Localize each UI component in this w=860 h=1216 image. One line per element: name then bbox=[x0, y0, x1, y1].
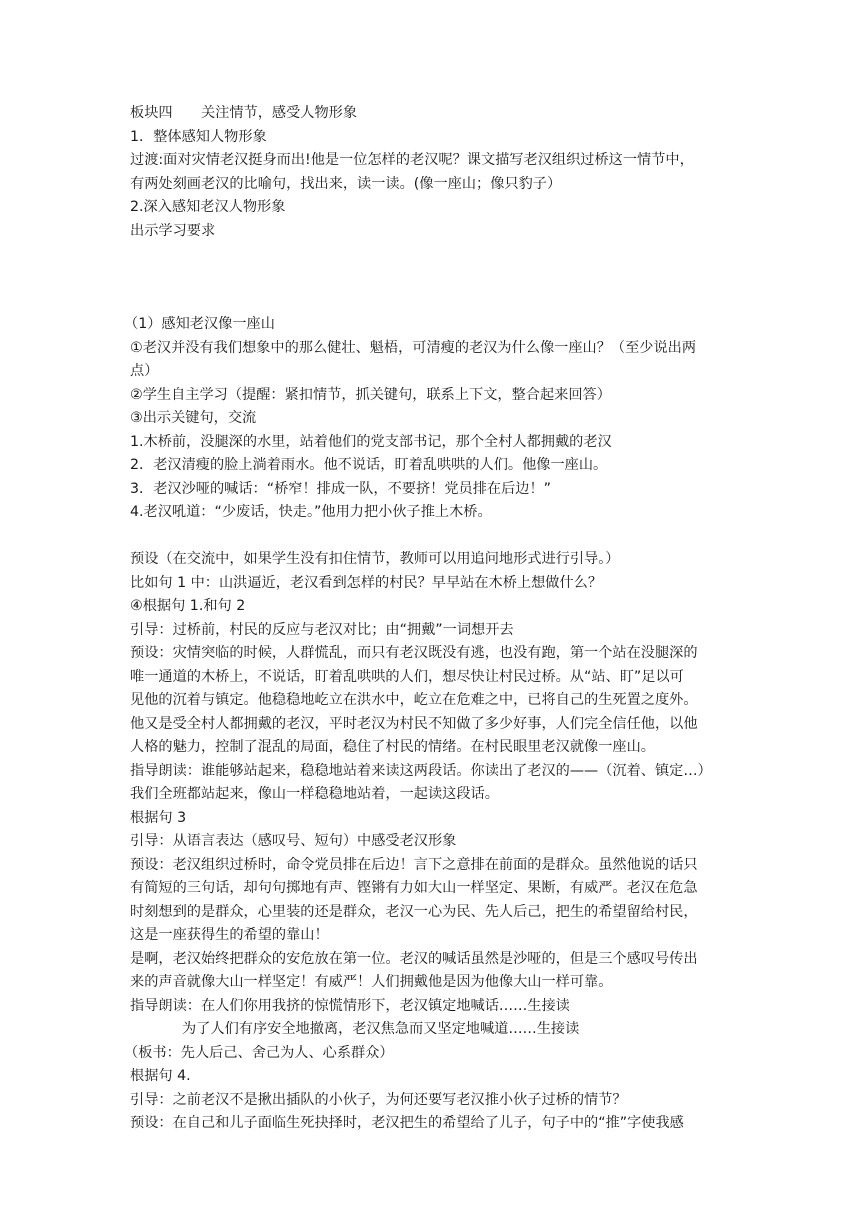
blank-space bbox=[130, 243, 736, 313]
text-line: 引导：过桥前，村民的反应与老汉对比；由“拥戴”一词想开去 bbox=[130, 621, 514, 638]
text-line: 指导朗读：谁能够站起来，稳稳地站着来读这两段话。你读出了老汉的——（沉着、镇定…） bbox=[130, 762, 712, 779]
text-line: 过渡:面对灾情老汉挺身而出!他是一位怎样的老汉呢？课文描写老汉组织过桥这一情节中， bbox=[130, 152, 694, 168]
text-line: 根据句 4. bbox=[130, 1068, 191, 1084]
text-line: 时刻想到的是群众，心里装的还是群众，老汉一心为民、先人后己，把生的希望留给村民， bbox=[130, 903, 698, 920]
subheading-2: 2.深入感知老汉人物形象 bbox=[130, 199, 286, 215]
text-line: ①老汉并没有我们想象中的那么健壮、魁梧，可清瘦的老汉为什么像一座山？（至少说出两 bbox=[130, 339, 697, 356]
text-line: 唯一通道的木桥上，不说话，盯着乱哄哄的人们，想尽快让村民过桥。从“站、盯”足以可 bbox=[130, 668, 684, 685]
blackboard-note: （板书：先人后己、舍己为人、心系群众） bbox=[124, 1044, 394, 1061]
text-line: 比如句 1 中：山洪逼近，老汉看到怎样的村民？早早站在木桥上想做什么？ bbox=[130, 574, 603, 591]
blank-space bbox=[130, 525, 736, 549]
text-line: 人格的魅力，控制了混乱的局面，稳住了村民的情绪。在村民眼里老汉就像一座山。 bbox=[130, 739, 655, 755]
text-line: 有两处刻画老汉的比喻句，找出来，读一读。(像一座山；像只豹子） bbox=[130, 175, 562, 192]
text-line: 点） bbox=[130, 363, 159, 379]
text-line-indented: 为了人们有序安全地撤离，老汉焦急而又坚定地喊道……生接读 bbox=[182, 1021, 580, 1037]
key-sentence-1: 1.木桥前，没腿深的水里，站着他们的党支部书记，那个全村人都拥戴的老汉 bbox=[130, 433, 612, 450]
text-line: 我们全班都站起来，像山一样稳稳地站着，一起读这段话。 bbox=[130, 786, 499, 802]
text-line: 这是一座获得生的希望的靠山！ bbox=[130, 927, 329, 943]
text-line: 他又是受全村人都拥戴的老汉，平时老汉为村民不知做了多少好事，人们完全信任他，以他 bbox=[130, 715, 698, 732]
text-line: 来的声音就像大山一样坚定！有威严！人们拥戴他是因为他像大山一样可靠。 bbox=[130, 974, 613, 990]
key-sentence-4: 4.老汉吼道：“少废话，快走。”他用力把小伙子推上木桥。 bbox=[130, 504, 492, 520]
text-line: ②学生自主学习（提醒：紧扣情节，抓关键句，联系上下文，整合起来回答） bbox=[130, 386, 611, 403]
text-line: ③出示关键句，交流 bbox=[130, 410, 257, 426]
text-line: 是啊，老汉始终把群众的安危放在第一位。老汉的喊话虽然是沙哑的，但是三个感叹号传出 bbox=[130, 950, 698, 967]
text-line: 预设：老汉组织过桥时，命令党员排在后边！言下之意排在前面的是群众。虽然他说的话只 bbox=[130, 856, 698, 873]
key-sentence-2: 2．老汉清瘦的脸上淌着雨水。他不说话，盯着乱哄哄的人们。他像一座山。 bbox=[130, 457, 608, 473]
text-line: 出示学习要求 bbox=[130, 222, 216, 239]
text-line: 预设：在自己和儿子面临生死抉择时，老汉把生的希望给了儿子，句子中的“推”字使我感 bbox=[130, 1115, 684, 1131]
text-line: 见他的沉着与镇定。他稳稳地屹立在洪水中，屹立在危难之中，已将自己的生死置之度外。 bbox=[130, 692, 698, 708]
text-line: 预设（在交流中，如果学生没有扣住情节，教师可以用追问地形式进行引导。） bbox=[130, 551, 620, 567]
subsection-heading: （1）感知老汉像一座山 bbox=[124, 316, 275, 332]
subheading-1: 1．整体感知人物形象 bbox=[130, 128, 267, 145]
text-line: 引导：从语言表达（感叹号、短句）中感受老汉形象 bbox=[130, 833, 457, 849]
text-line: 指导朗读：在人们你用我挤的惊慌情形下，老汉镇定地喊话……生接读 bbox=[130, 997, 570, 1014]
text-line: 预设：灾情突临的时候，人群慌乱，而只有老汉既没有逃，也没有跑，第一个站在没腿深的 bbox=[130, 645, 698, 661]
section-heading: 板块四 关注情节，感受人物形象 bbox=[130, 105, 358, 121]
text-line: 引导：之前老汉不是揪出插队的小伙子，为何还要写老汉推小伙子过桥的情节？ bbox=[130, 1091, 627, 1108]
text-line: 有简短的三句话，却句句掷地有声、铿锵有力如大山一样坚定、果断，有威严。老汉在危急 bbox=[130, 880, 698, 896]
key-sentence-3: 3．老汉沙哑的喊话：“桥窄！排成一队，不要挤！党员排在后边！” bbox=[130, 480, 551, 497]
text-line: ④根据句 1.和句 2 bbox=[130, 598, 246, 614]
text-line: 根据句 3 bbox=[130, 809, 187, 826]
document-page bbox=[124, 102, 736, 1136]
